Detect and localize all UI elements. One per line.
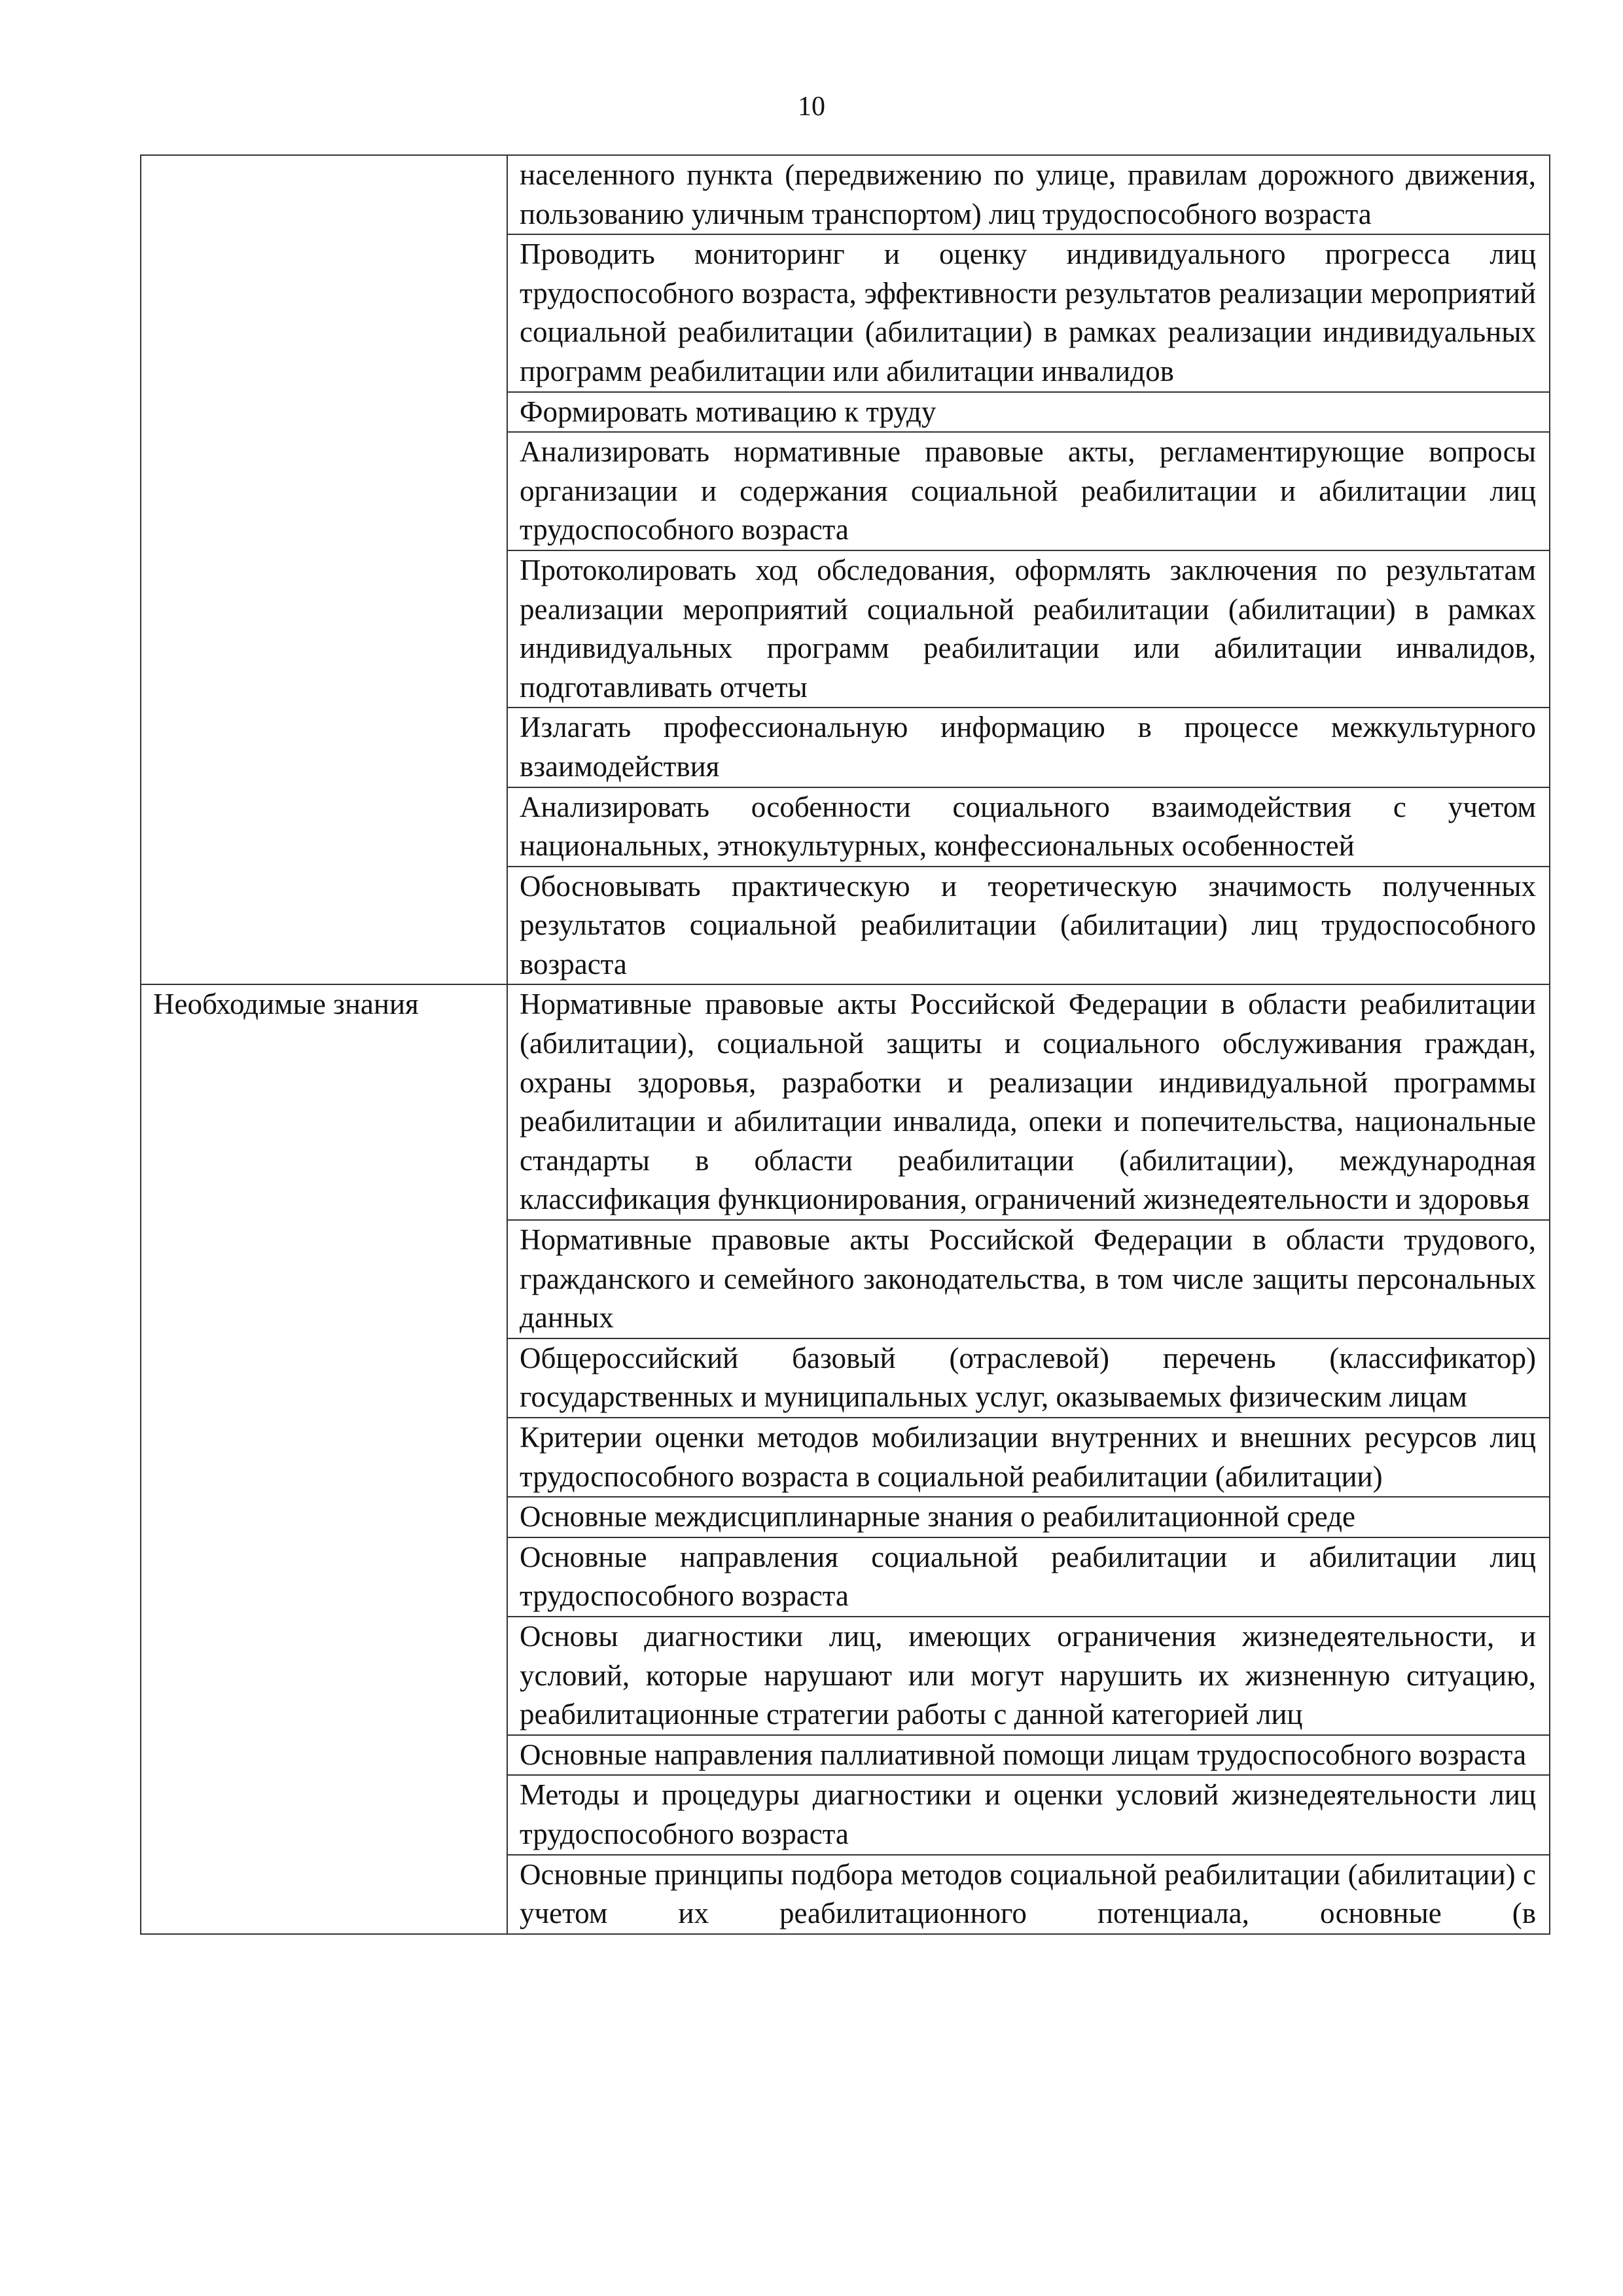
knowledge-item: Основные направления паллиативной помощи лицам трудоспособного возраста: [507, 1735, 1550, 1776]
knowledge-item: Основные междисциплинарные знания о реабилитационной среде: [507, 1497, 1550, 1537]
skill-item: Анализировать особенности социального взаимодействия с учетом национальных, этнокультурных, конфессиональных особенностей: [507, 787, 1550, 867]
knowledge-item: Методы и процедуры диагностики и оценки условий жизнедеятельности лиц трудоспособного возраста: [507, 1775, 1550, 1854]
skill-item: Формировать мотивацию к труду: [507, 392, 1550, 433]
table-row: [141, 155, 1550, 234]
table-row: [141, 984, 1550, 1220]
skill-item: Проводить мониторинг и оценку индивидуального прогресса лиц трудоспособного возраста, эффективности результатов реализации мероприятий социальной реабилитации (абилитации) в рамках реализации индивидуальных программ реабилитации или абилитации инвалидов: [507, 234, 1550, 391]
skill-item: Обосновывать практическую и теоретическую значимость полученных результатов социальной реабилитации (абилитации) лиц трудоспособного возраста: [507, 867, 1550, 985]
skill-item: населенного пункта (передвижению по улице, правилам дорожного движения, пользованию уличным транспортом) лиц трудоспособного возраста: [507, 155, 1550, 234]
requirements-table: [140, 154, 1550, 1935]
knowledge-item: Основные направления социальной реабилитации и абилитации лиц трудоспособного возраста: [507, 1537, 1550, 1617]
knowledge-item: Основные принципы подбора методов социальной реабилитации (абилитации) с учетом их реабилитационного потенциала, основные (в: [507, 1855, 1550, 1934]
skill-item: Излагать профессиональную информацию в процессе межкультурного взаимодействия: [507, 708, 1550, 787]
knowledge-item: Критерии оценки методов мобилизации внутренних и внешних ресурсов лиц трудоспособного возраста в социальной реабилитации (абилитации): [507, 1418, 1550, 1497]
knowledge-item: Нормативные правовые акты Российской Федерации в области реабилитации (абилитации), социальной защиты и социального обслуживания граждан, охраны здоровья, разработки и реализации индивидуальной программы реабилитации и абилитации инвалида, опеки и попечительства, национальные стандарты в области реабилитации (абилитации), международная классификация функционирования, ограничений жизнедеятельности и здоровья: [507, 984, 1550, 1220]
knowledge-item: Основы диагностики лиц, имеющих ограничения жизнедеятельности, и условий, которые нарушают или могут нарушить их жизненную ситуацию, реабилитационные стратегии работы с данной категорией лиц: [507, 1617, 1550, 1735]
skill-item: Анализировать нормативные правовые акты, регламентирующие вопросы организации и содержания социальной реабилитации и абилитации лиц трудоспособного возраста: [507, 432, 1550, 550]
knowledge-item: Нормативные правовые акты Российской Федерации в области трудового, гражданского и семейного законодательства, в том числе защиты персональных данных: [507, 1220, 1550, 1338]
section-label-skills: [141, 155, 507, 984]
knowledge-item: Общероссийский базовый (отраслевой) перечень (классификатор) государственных и муниципальных услуг, оказываемых физическим лицам: [507, 1338, 1550, 1418]
page-number: 10: [798, 92, 825, 122]
section-label-knowledge: Необходимые знания: [141, 984, 507, 1933]
skill-item: Протоколировать ход обследования, оформлять заключения по результатам реализации мероприятий социальной реабилитации (абилитации) в рамках индивидуальных программ реабилитации или абилитации инвалидов, подготавливать отчеты: [507, 550, 1550, 708]
